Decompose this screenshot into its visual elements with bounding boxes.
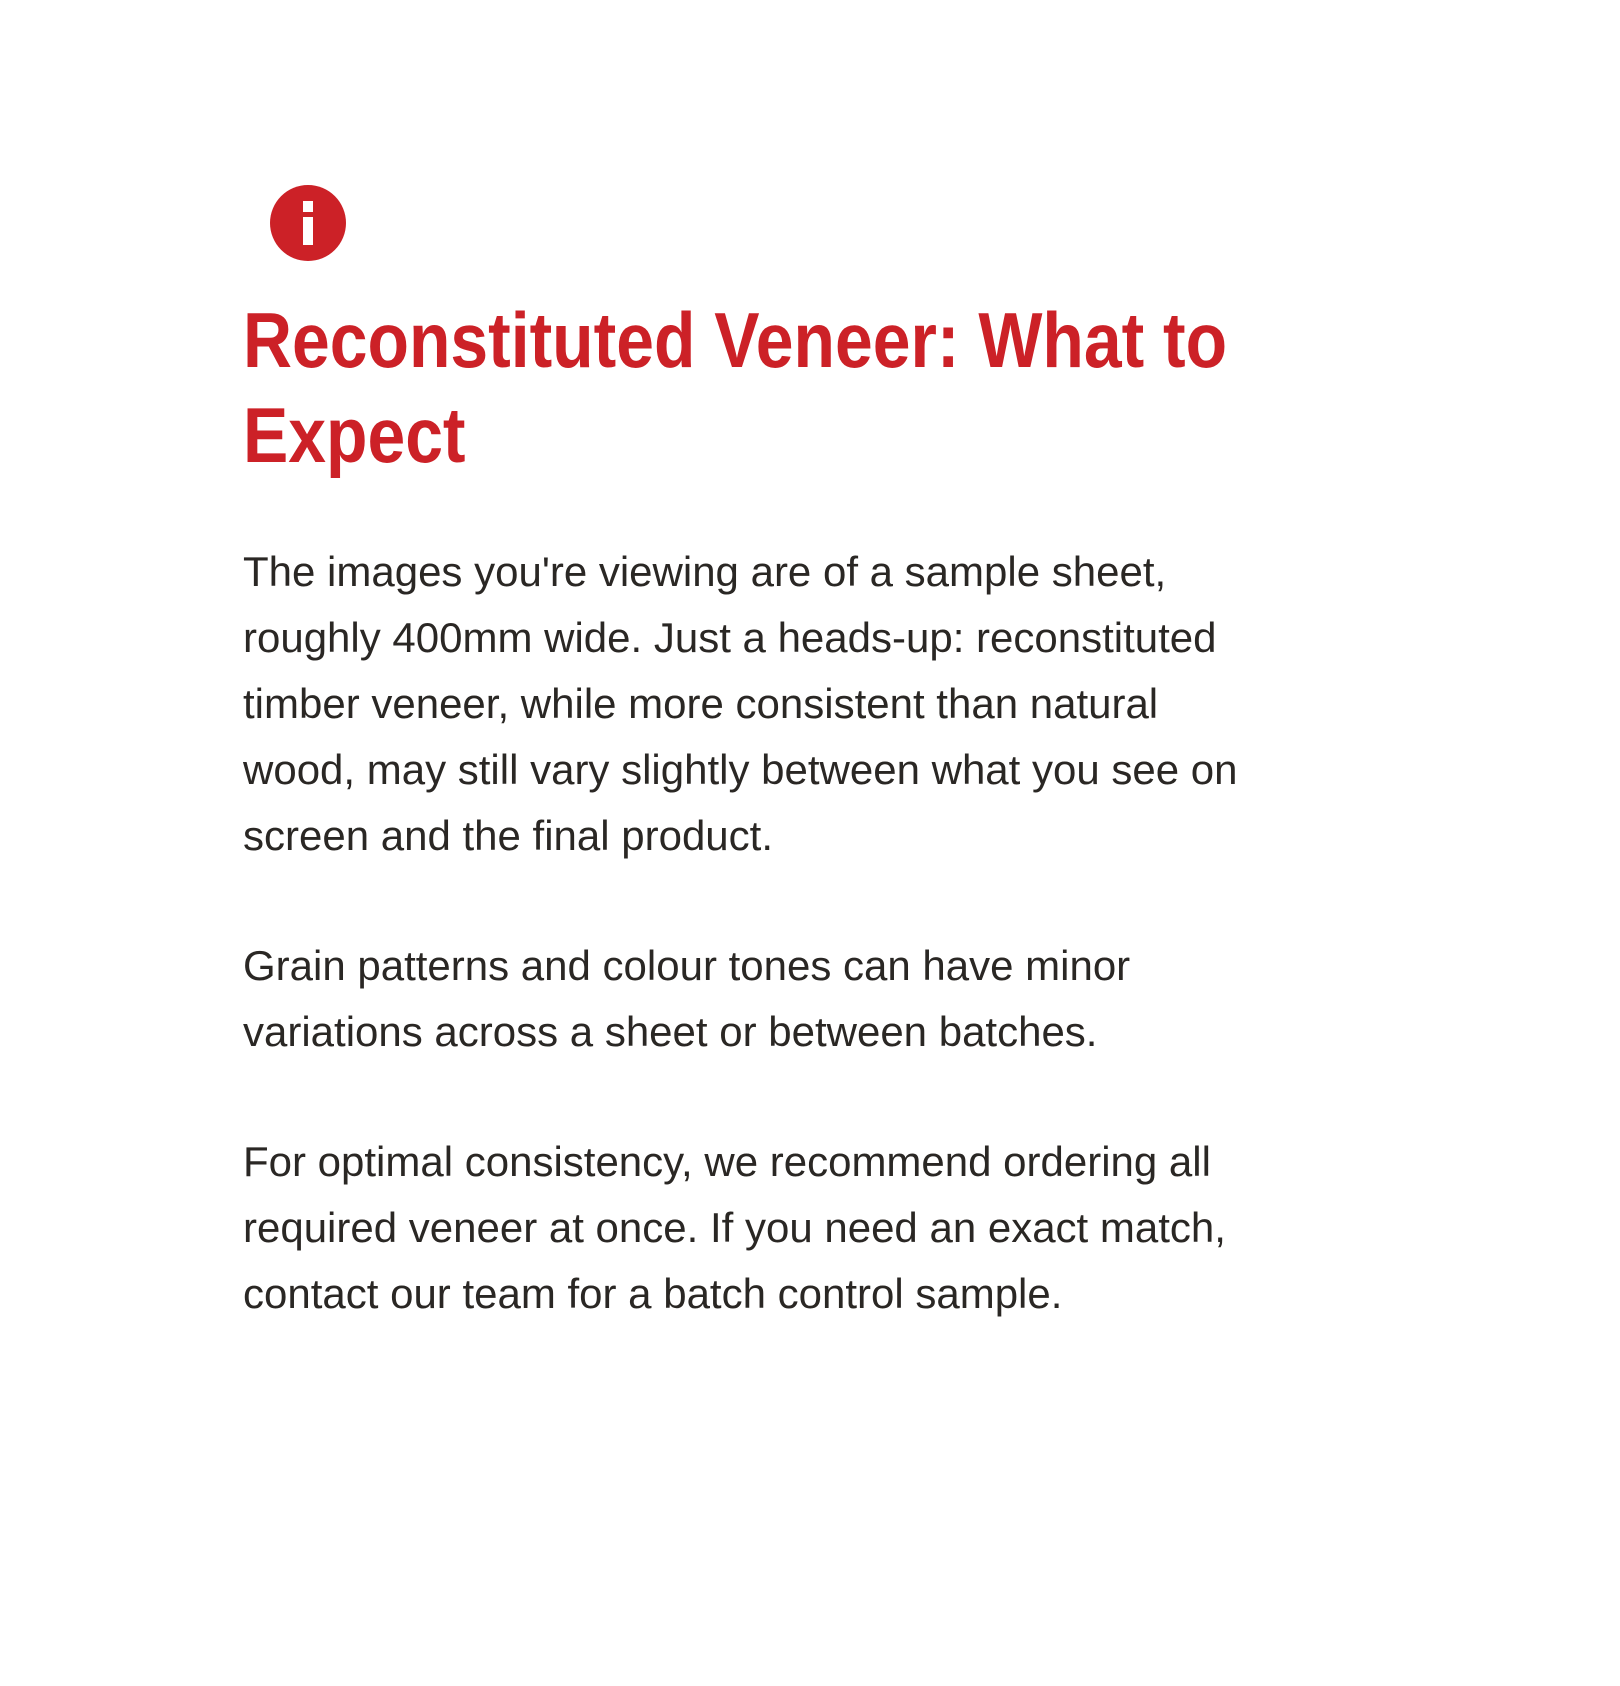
paragraph-order-recommendation: For optimal consistency, we recommend ordering all required veneer at once. If you need an exact match, contact our team for a batch control sample.: [243, 1138, 1226, 1317]
paragraph-sample-sheet: The images you're viewing are of a sample sheet, roughly 400mm wide. Just a heads-up: reconstituted timber veneer, while more consistent than natural wood, may still vary slightly between what you see on screen and the final product.: [243, 548, 1238, 859]
info-icon: [270, 185, 346, 261]
paragraph-grain-variations: Grain patterns and colour tones can have minor variations across a sheet or between batches.: [243, 942, 1131, 1055]
section-heading: Reconstituted Veneer: What to Expect: [243, 296, 1228, 479]
